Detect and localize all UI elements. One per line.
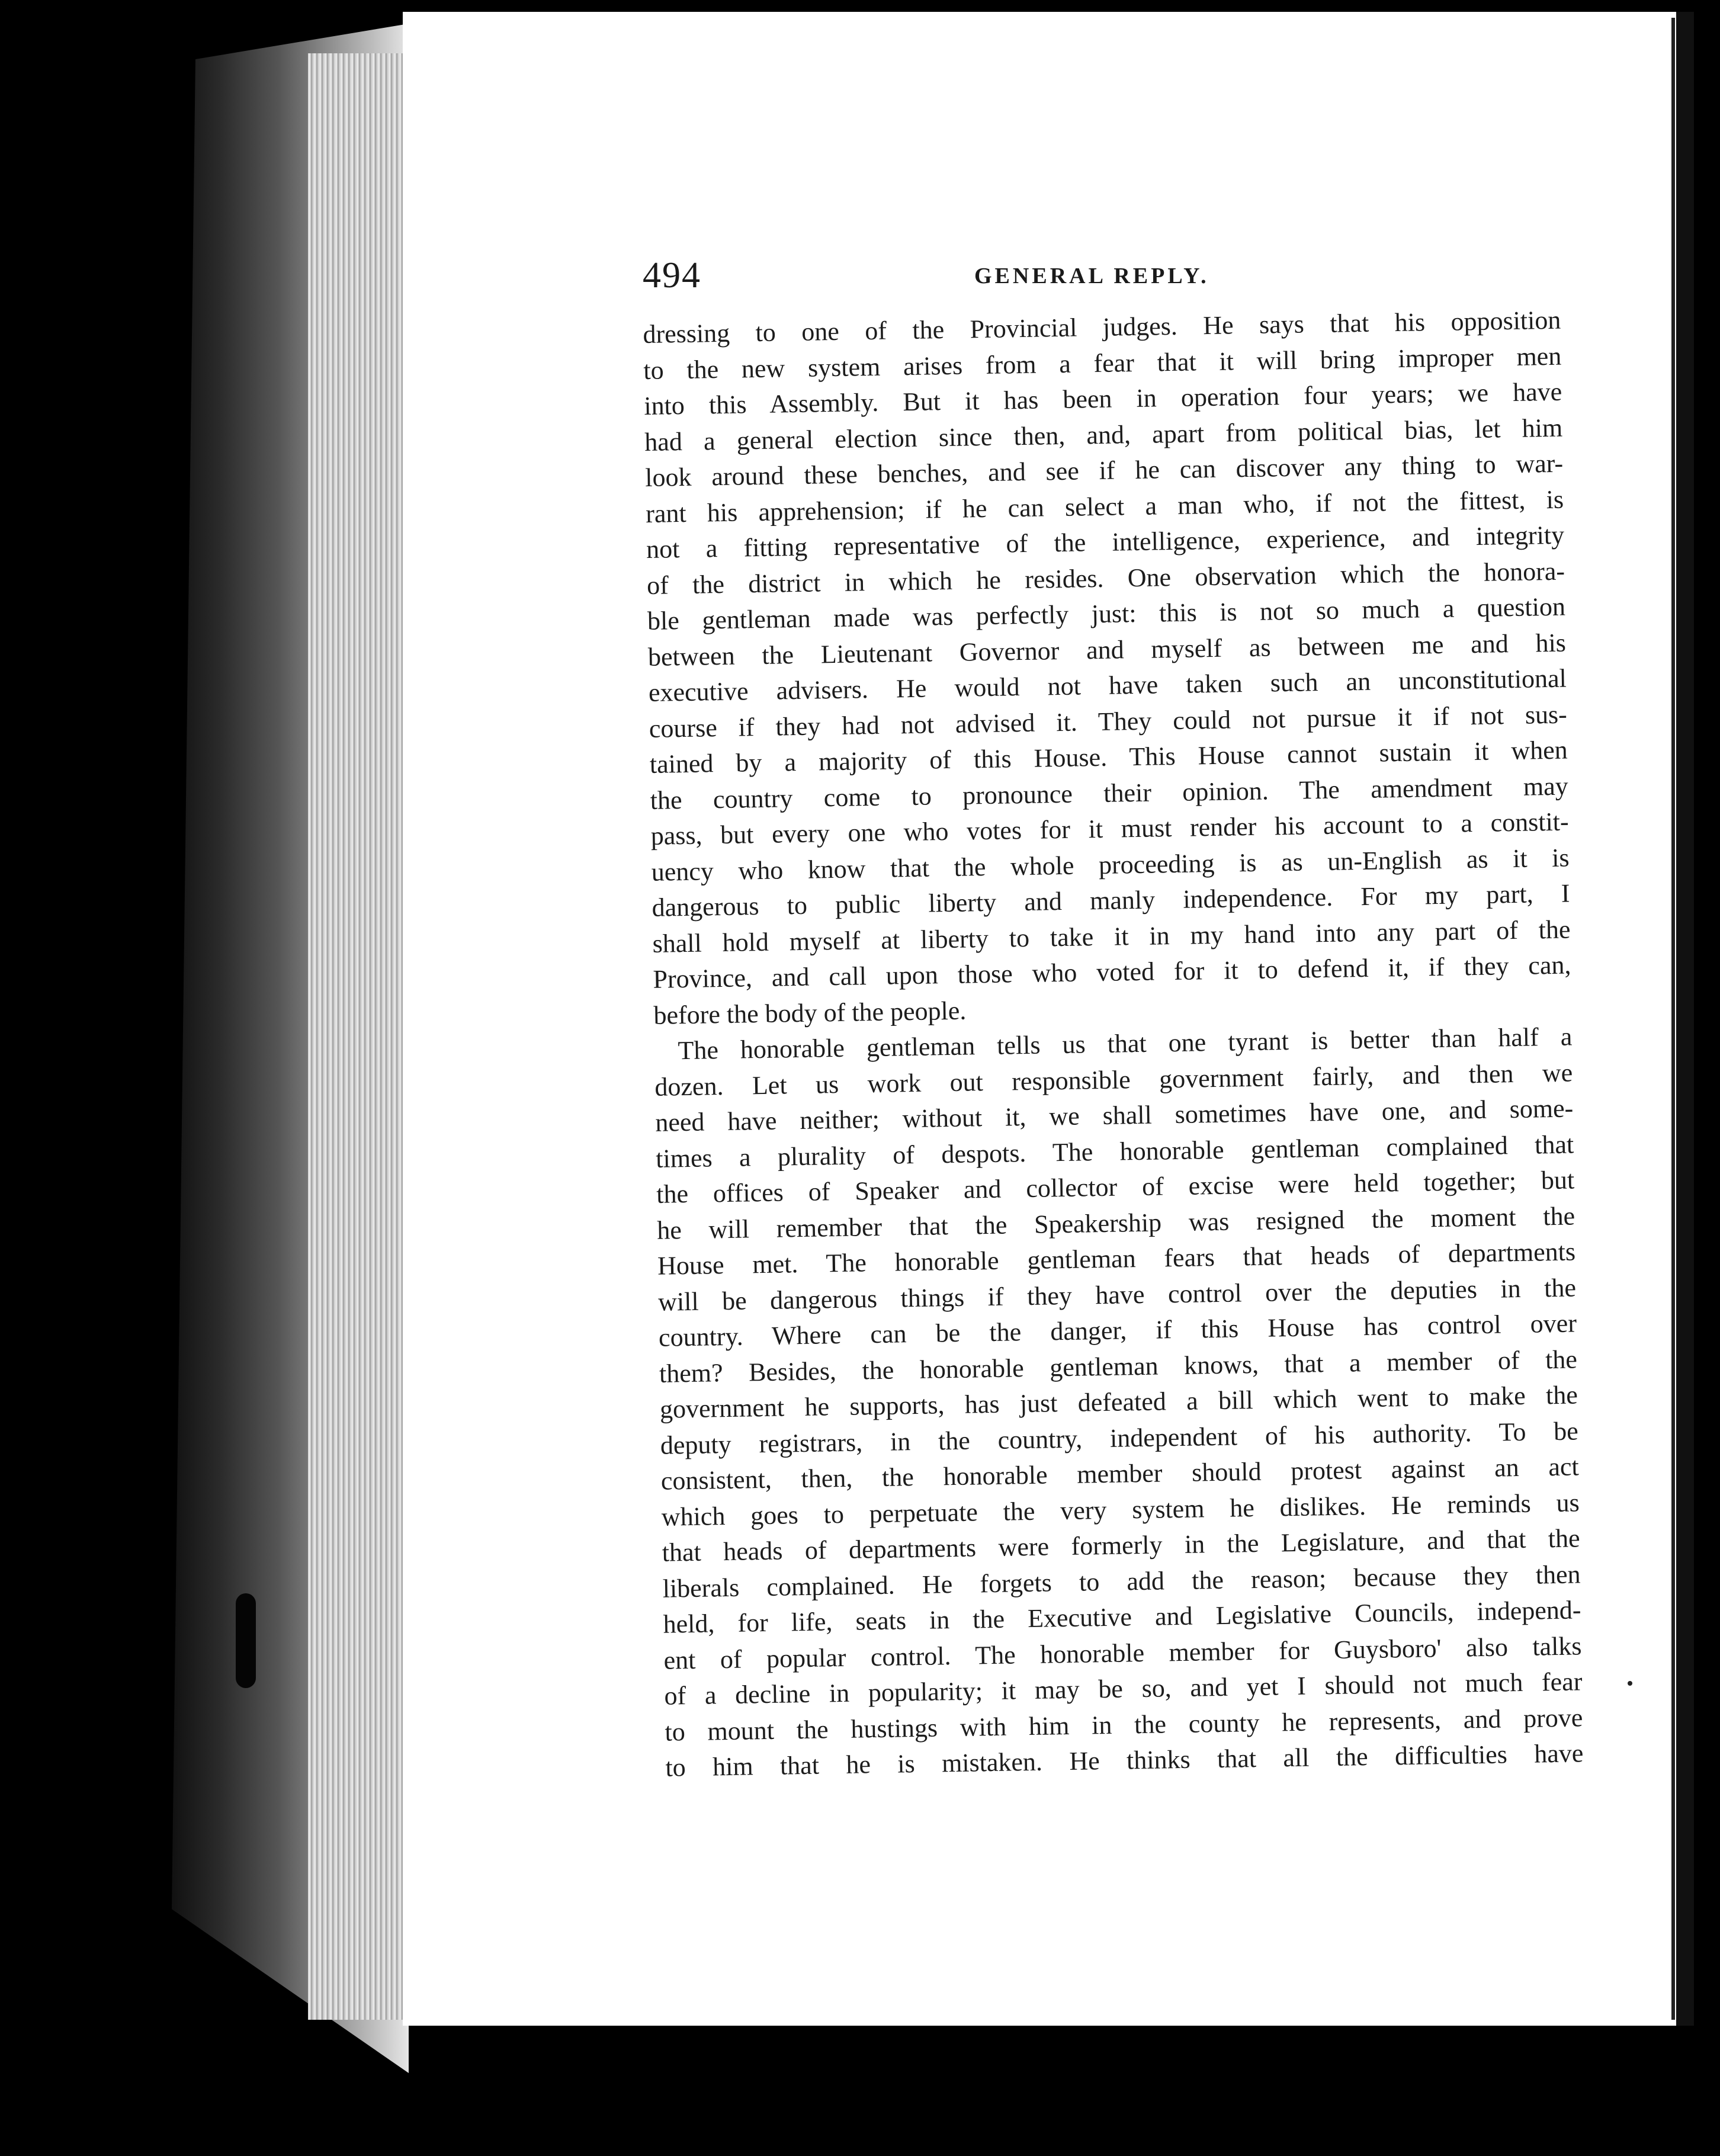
text-line: country. Where can be the danger, if this House has control over <box>658 1308 1577 1352</box>
text-line: the offices of Speaker and collector of excise were held together; but <box>656 1165 1575 1209</box>
text-line: them? Besides, the honorable gentleman knows, that a member of the <box>659 1344 1578 1388</box>
text-line: before the body of the people. <box>653 996 967 1030</box>
text-line: shall hold myself at liberty to take it in my hand into any part of the <box>652 915 1571 958</box>
text-line: Province, and call upon those who voted for it to defend it, if they can, <box>653 950 1571 994</box>
text-line: to mount the hustings with him in the county he represents, and prove <box>665 1702 1583 1747</box>
text-line: uency who know that the whole proceeding is as un-English as it is <box>651 843 1570 887</box>
text-line: pass, but every one who votes for it must render his account to a constit- <box>650 807 1569 851</box>
text-line: that heads of departments were formerly in the Legislature, and that the <box>662 1523 1580 1567</box>
text-line: tained by a majority of this House. This House cannot sustain it when <box>649 735 1568 779</box>
page-number: 494 <box>643 255 701 296</box>
text-line: House met. The honorable gentleman fears that heads of departments <box>657 1237 1576 1281</box>
text-line: not a fitting representative of the intelligence, experience, and integrity <box>646 520 1565 564</box>
margin-speck <box>1628 1681 1632 1686</box>
text-line: he will remember that the Speakership was resigned the moment the <box>656 1201 1575 1245</box>
text-line: look around these benches, and see if he can discover any thing to war- <box>644 448 1564 492</box>
text-line: government he supports, has just defeated a bill which went to make the <box>659 1380 1578 1424</box>
next-page-edge <box>1676 12 1694 2026</box>
text-line: dozen. Let us work out responsible government fairly, and then we <box>654 1057 1573 1102</box>
text-line: held, for life, seats in the Executive and Legislative Councils, independ- <box>663 1595 1581 1639</box>
text-line: of the district in which he resides. One observation which the honora- <box>646 556 1565 600</box>
page-gutter-line <box>1671 18 1675 2020</box>
text-line: rant his apprehension; if he can select a man who, if not the fittest, is <box>645 485 1564 528</box>
page-header <box>643 255 1567 302</box>
text-line: which goes to perpetuate the very system he dislikes. He reminds us <box>661 1487 1580 1532</box>
text-line: dressing to one of the Provincial judges. He says that his opposition <box>643 305 1561 349</box>
page-stack <box>308 53 409 2020</box>
running-head: GENERAL REPLY. <box>974 264 1209 288</box>
text-line: to him that he is mistaken. He thinks that all the difficulties have <box>665 1738 1584 1782</box>
text-line: the country come to pronounce their opinion. The amendment may <box>650 771 1569 815</box>
text-line: will be dangerous things if they have control over the deputies in the <box>657 1272 1577 1317</box>
text-line: into this Assembly. But it has been in operation four years; we have <box>643 377 1562 421</box>
text-line: deputy registrars, in the country, independent of his authority. To be <box>660 1416 1579 1460</box>
binding-blot <box>236 1593 256 1688</box>
text-line: had a general election since then, and, apart from political bias, let him <box>644 413 1563 457</box>
text-line: of a decline in popularity; it may be so, and yet I should not much fear <box>664 1667 1583 1711</box>
text-line: dangerous to public liberty and manly independence. For my part, I <box>652 878 1570 922</box>
text-line: consistent, then, the honorable member should protest against an act <box>660 1452 1580 1496</box>
text-line: executive advisers. He would not have taken such an unconstitutional <box>648 663 1567 707</box>
text-line: times a plurality of despots. The honorable gentleman complained that <box>655 1129 1574 1173</box>
text-line: course if they had not advised it. They could not pursue it if not sus- <box>649 700 1568 743</box>
text-line: The honorable gentleman tells us that one tyrant is better than half a <box>678 1022 1573 1066</box>
paragraph <box>643 303 1572 1034</box>
text-line: liberals complained. He forgets to add the reason; because they then <box>662 1559 1581 1603</box>
text-line: between the Lieutenant Governor and myself as between me and his <box>647 628 1567 672</box>
text-line: ble gentleman made was perfectly just: this is not so much a question <box>647 592 1566 636</box>
paragraph <box>654 1019 1584 1786</box>
text-line: ent of popular control. The honorable member for Guysboro' also talks <box>663 1631 1582 1675</box>
body-text <box>643 303 1584 1786</box>
text-line: to the new system arises from a fear that it will bring improper men <box>643 341 1562 385</box>
text-line: need have neither; without it, we shall sometimes have one, and some- <box>654 1093 1574 1137</box>
